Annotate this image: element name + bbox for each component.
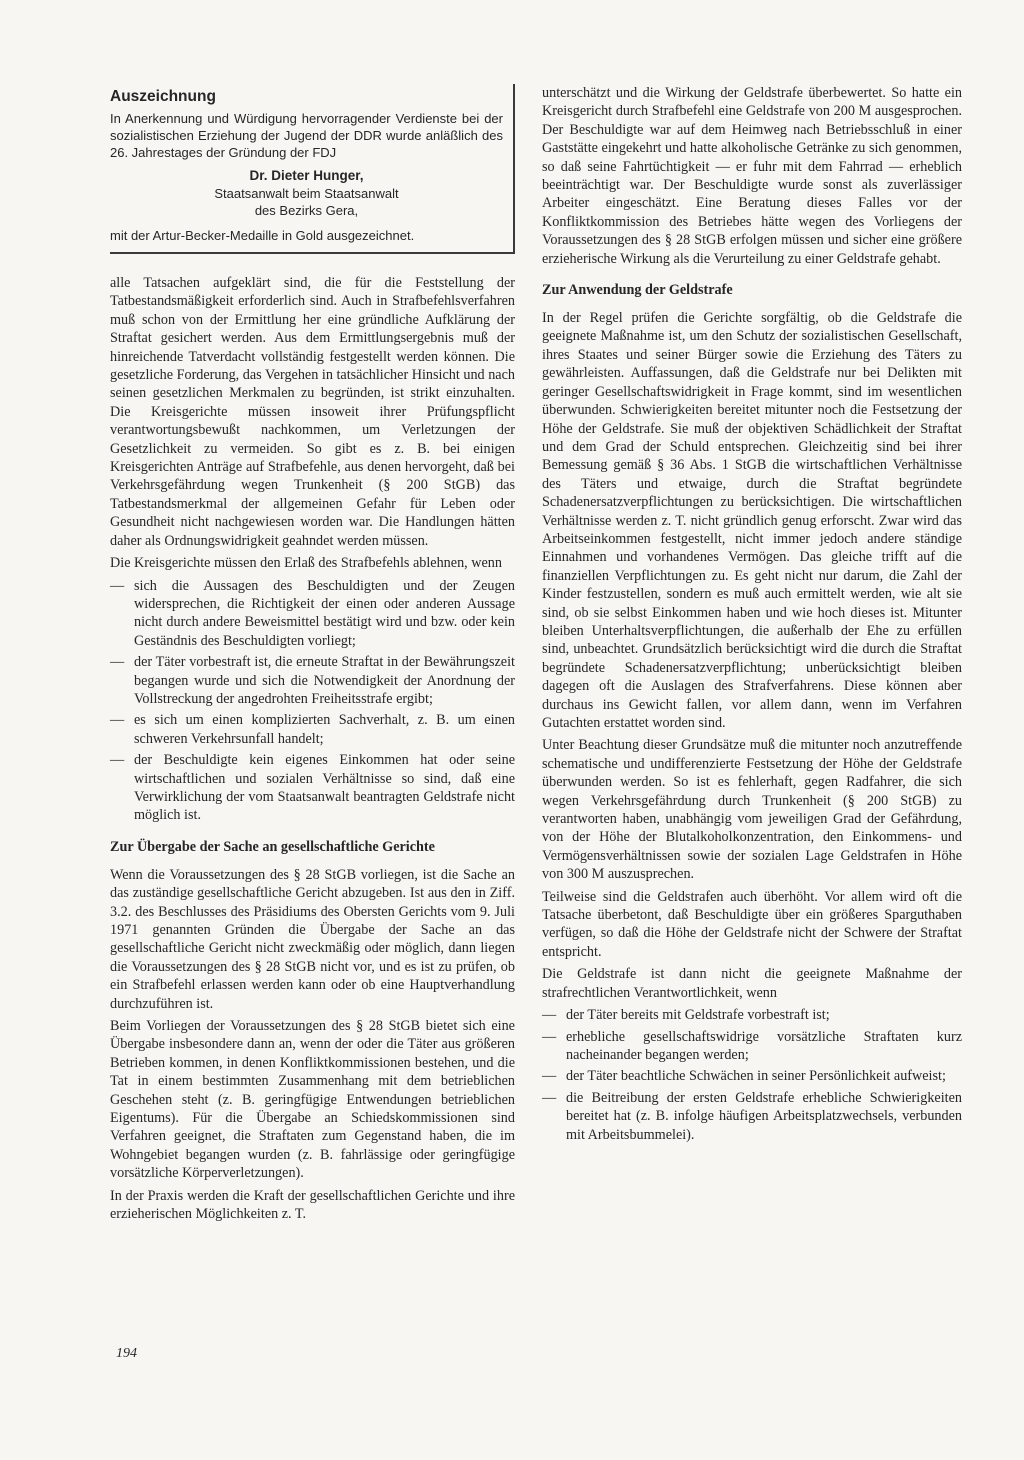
- right-column: [542, 84, 962, 1148]
- award-intro: In Anerkennung und Würdigung hervorragender Verdienste bei der sozialistischen Erziehung der Jugend der DDR wurde anläßlich des 26. Jahrestages der Gründung der FDJ: [110, 111, 503, 160]
- section-heading: Zur Anwendung der Geldstrafe: [542, 282, 733, 299]
- award-recipient-name: Dr. Dieter Hunger,: [249, 168, 364, 183]
- paragraph: Beim Vorliegen der Voraussetzungen des § 28 StGB bietet sich eine Übergabe insbesondere dann an, wenn der oder die Täter aus größeren Betrieben kommen, in denen Konfliktkommissionen bestehen, und die Tat in einem bestimmten Zusammenhang mit dem betrieblichen Geschehen steht (z. B. geringfügige Entwendungen betrieblichen Eigentums). Für die Übergabe an Schiedskommissionen sind Verfahren geeignet, die Straftaten zum Gegenstand haben, die im Wohngebiet begangen wurden (z. B. fahrlässige oder geringfügige vorsätzliche Körperverletzungen).: [110, 1018, 515, 1182]
- award-recipient-role: Staatsanwalt beim Staatsanwalt: [214, 186, 399, 201]
- paragraph: Wenn die Voraussetzungen des § 28 StGB vorliegen, ist die Sache an das zuständige gesellschaftliche Gericht abzugeben. Ist aus den in Ziff. 3.2. des Beschlusses des Präsidiums des Obersten Gerichts vom 9. Juli 1971 genannten Gründen die Übergabe der Sache an das gesellschaftliche Gericht nicht zweckmäßig oder möglich, dann liegen die Voraussetzungen des § 28 StGB nicht vor, und es ist zu prüfen, ob ein Strafbefehl erlassen werden kann oder ob eine Hauptverhandlung durchzuführen ist.: [110, 866, 515, 1012]
- paragraph: Die Kreisgerichte müssen den Erlaß des Strafbefehls ablehnen, wenn: [110, 555, 502, 572]
- list-item: — der Täter beachtliche Schwächen in seiner Persönlichkeit aufweist;: [542, 1067, 962, 1085]
- left-column: [110, 84, 515, 1228]
- page-number: 194: [116, 1346, 137, 1361]
- paragraph: alle Tatsachen aufgeklärt sind, die für die Feststellung der Tatbestandsmäßigkeit erforderlich sind. Auch in Strafbefehlsverfahren muß schon von der Ermittlung her eine gründliche Aufklärung der Straftat gesichert werden. Aus dem Ermittlungsergebnis muß der hinreichende Tatverdacht vollständig festgestellt werden können. Die gesetzliche Forderung, das Vergehen in tatsächlicher Hinsicht und nach seinen gesetzlichen Merkmalen zu begründen, ist strikt einzuhalten. Die Kreisgerichte müssen insoweit ihrer Prüfungspflicht verantwortungsbewußt nachkommen, um Verletzungen der Gesetzlichkeit zu vermeiden. So gibt es z. B. bei einigen Kreisgerichten Anträge auf Strafbefehle, aus denen hervorgeht, daß bei Verkehrsgefährdung wegen Trunkenheit (§ 200 StGB) das Tatbestandsmerkmal der allgemeinen Gefahr für Leben oder Gesundheit nicht nachgewiesen worden war. Die Handlungen hätten daher als Ordnungswidrigkeit geahndet werden müssen.: [110, 275, 515, 549]
- list-item: — der Beschuldigte kein eigenes Einkommen hat oder seine wirtschaftlichen und sozialen Verhältnisse so sind, daß eine Verwirklichung der vom Staatsanwalt beantragten Geldstrafe nicht möglich ist.: [110, 751, 515, 825]
- award-title: Auszeichnung: [110, 88, 216, 105]
- award-outro: mit der Artur-Becker-Medaille in Gold ausgezeichnet.: [110, 228, 415, 243]
- list-item: — der Täter bereits mit Geldstrafe vorbestraft ist;: [542, 1006, 962, 1024]
- award-recipient-district: des Bezirks Gera,: [254, 203, 359, 218]
- section-heading: Zur Übergabe der Sache an gesellschaftliche Gerichte: [110, 838, 435, 855]
- dash-list: [542, 1006, 962, 1144]
- paragraph: unterschätzt und die Wirkung der Geldstrafe überbewertet. So hatte ein Kreisgericht durch Strafbefehl eine Geldstrafe von 200 M ausgesprochen. Der Beschuldigte war auf dem Heimweg nach Betriebsschluß in einer Gaststätte eingekehrt und hatte alkoholische Getränke zu sich genommen, so daß seine Fahrtüchtigkeit — er fuhr mit dem Fahrrad — erheblich beeinträchtigt war. Der Beschuldigte wurde sonst als zuverlässiger Arbeiter eingeschätzt. Eine Beratung dieses Falles vor der Konfliktkommission des Betriebes hätte wegen des Vorliegens der Voraussetzungen des § 28 StGB erfolgen müssen und sicher eine größere erzieherische Wirkung als die Verurteilung zu einer Geldstrafe gehabt.: [542, 85, 962, 267]
- list-item: — der Täter vorbestraft ist, die erneute Straftat in der Bewährungszeit begangen wurde und sich die Notwendigkeit der Anordnung der Vollstreckung der angedrohten Freiheitsstrafe ergibt;: [110, 653, 515, 708]
- list-item: — sich die Aussagen des Beschuldigten und der Zeugen widersprechen, die Richtigkeit der einen oder anderen Aussage nicht durch andere Beweismittel bestätigt wird und bzw. oder kein Geständnis des Beschuldigten vorliegt;: [110, 577, 515, 651]
- paragraph: Die Geldstrafe ist dann nicht die geeignete Maßnahme der strafrechtlichen Verantwortlichkeit, wenn: [542, 966, 962, 1001]
- paragraph: In der Praxis werden die Kraft der gesellschaftlichen Gerichte und ihre erzieherischen Möglichkeiten z. T.: [110, 1187, 515, 1223]
- list-item: — die Beitreibung der ersten Geldstrafe erhebliche Schwierigkeiten bereitet hat (z. B. infolge häufigen Arbeitsplatzwechsels, verbunden mit Arbeitsbummelei).: [542, 1089, 962, 1144]
- paragraph: Teilweise sind die Geldstrafen auch überhöht. Vor allem wird oft die Tatsache überbetont, daß Beschuldigte über ein größeres Sparguthaben verfügen, so daß die Höhe der Geldstrafe nicht der Schwere der Straftat entspricht.: [542, 888, 962, 960]
- list-item: — es sich um einen komplizierten Sachverhalt, z. B. um einen schweren Verkehrsunfall handelt;: [110, 711, 515, 748]
- dash-list: [110, 577, 515, 825]
- paragraph: Unter Beachtung dieser Grundsätze muß die mitunter noch anzutreffende schematische und undifferenzierte Festsetzung der Höhe der Geldstrafe überwunden werden. So ist es fehlerhaft, gegen Radfahrer, die sich wegen Verkehrsgefährdung durch Trunkenheit (§ 200 StGB) zu verantworten haben, unabhängig vom jeweiligen Grad der Gefährdung, von der Höhe der Blutalkoholkonzentration, den Einkommens- und Vermögensverhältnissen sowie der sozialen Lage Geldstrafen in Höhe von 300 M auszusprechen.: [542, 737, 962, 883]
- award-box: [110, 84, 515, 254]
- list-item: — erhebliche gesellschaftswidrige vorsätzliche Straftaten kurz nacheinander begangen werden;: [542, 1028, 962, 1065]
- paragraph: In der Regel prüfen die Gerichte sorgfältig, ob die Geldstrafe die geeignete Maßnahme ist, um den Schutz der sozialistischen Gesellschaft, ihres Staates und seiner Bürger sowie die Erziehung des Täters zu gewährleisten. Auffassungen, daß die Geldstrafe nur bei Delikten mit geringer Gesellschaftswidrigkeit in Frage kommt, sind im wesentlichen überwunden. Schwierigkeiten bereitet mitunter noch die Festsetzung der Höhe der Geldstrafe. Sie muß der objektiven Schädlichkeit der Straftat und dem Grad der Schuld entsprechen. Gleichzeitig sind bei ihrer Bemessung gemäß § 36 Abs. 1 StGB die wirtschaftlichen Verhältnisse des Täters und etwaige, durch die Straftat begründete Schadenersatzverpflichtungen zu berücksichtigen. Die wirtschaftlichen Verhältnisse werden z. T. nicht gründlich genug erforscht. Zwar wird das Arbeitseinkommen festgestellt, nicht immer jedoch andere ständige Einnahmen und vorhandenes Vermögen. Das gleiche trifft auf die finanziellen Verpflichtungen zu. Es geht nicht nur darum, die Zahl der Kinder festzustellen, sondern es muß auch ermittelt werden, wie alt sie sind, ob sie selbst Einkommen haben und wie hoch dieses ist. Mitunter bleiben Unterhaltsverpflichtungen, die außerhalb der Ehe zu erfüllen sind, unbeachtet. Grundsätzlich berücksichtigt wird die durch die Straftat begründete Schadenersatzverpflichtung; unberücksichtigt bleiben dagegen oft die Auslagen des Strafverfahrens. Diese können aber durchaus ins Gewicht fallen, vor allem dann, wenn im Verfahren Gutachten erstattet worden sind.: [542, 310, 962, 731]
